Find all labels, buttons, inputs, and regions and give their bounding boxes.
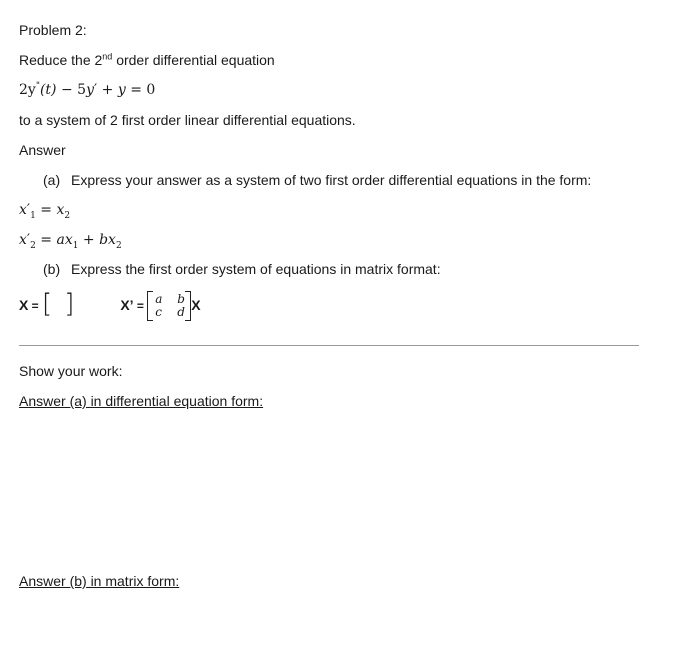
eq-a1-eq: = [35, 202, 57, 218]
eq-minus: − 5 [56, 82, 87, 98]
eq-equals: = 0 [125, 82, 156, 98]
part-b-label: (b) [43, 261, 61, 277]
close-bracket: ] [64, 289, 75, 320]
eq-arg: (t) [39, 82, 57, 98]
eq-a1-sub: 1 [30, 210, 36, 221]
equation-a1 [19, 201, 70, 219]
part-a-text: Express your answer as a system of two first order differential equations in the form: [71, 172, 592, 188]
divider [19, 345, 639, 346]
intro-sup: nd [102, 51, 113, 62]
eq-a1-x: x [19, 202, 27, 218]
x-equals: = [28, 299, 43, 313]
x-tail-label: X [191, 297, 201, 313]
matrix-a: a [155, 292, 163, 307]
matrix-c: c [155, 305, 162, 320]
eq-y3: y [117, 82, 126, 98]
intro-rest: order differential equation [112, 52, 275, 68]
eq-a2-b: bx [99, 232, 116, 248]
x-prime-label: X’ [120, 297, 134, 313]
matrix-d: d [177, 305, 185, 320]
intro-text [19, 51, 275, 69]
differential-equation [19, 81, 155, 99]
eq-a1-prime: ′ [26, 202, 31, 218]
answer-a-heading: Answer (a) in differential equation form: [19, 393, 264, 409]
show-work-text: Show your work: [19, 363, 123, 379]
matrix-line [19, 289, 201, 321]
eq-a2-eq: = [35, 232, 57, 248]
open-bracket: [ [42, 289, 53, 320]
part-a-label: (a) [43, 172, 61, 188]
eq-a2-prime: ′ [26, 232, 31, 248]
eq-a2-sub: 2 [30, 240, 36, 251]
part-a-instruction [43, 171, 591, 189]
eq-prime2: ′ [94, 82, 98, 98]
part-b-instruction [43, 260, 441, 278]
eq-plus: + [97, 82, 118, 98]
matrix-b: b [177, 292, 185, 307]
problem-title: Problem 2: [19, 22, 87, 38]
eq-coef: 2y [19, 82, 36, 98]
answer-label: Answer [19, 142, 66, 158]
intro-start: Reduce the 2 [19, 52, 103, 68]
to-system-text: to a system of 2 first order linear differential equations. [19, 112, 356, 128]
eq-a2-a-sub: 1 [72, 240, 79, 251]
eq-a2-x: x [19, 232, 27, 248]
eq-primes: " [35, 81, 40, 92]
eq-a2-a: ax [56, 232, 73, 248]
answer-b-heading: Answer (b) in matrix form: [19, 573, 180, 589]
part-b-text: Express the first order system of equations in matrix format: [71, 261, 441, 277]
x-vector-label: X [19, 297, 29, 313]
eq-a2-b-sub: 2 [115, 240, 122, 251]
eq-a2-plus: + [78, 232, 100, 248]
equation-a2 [19, 231, 122, 249]
x-prime-equals: = [133, 299, 148, 313]
eq-a1-rhs-sub: 2 [64, 210, 71, 221]
coefficient-matrix [147, 291, 191, 321]
eq-y2: y [86, 82, 94, 98]
eq-a1-rhs: x [56, 202, 65, 218]
